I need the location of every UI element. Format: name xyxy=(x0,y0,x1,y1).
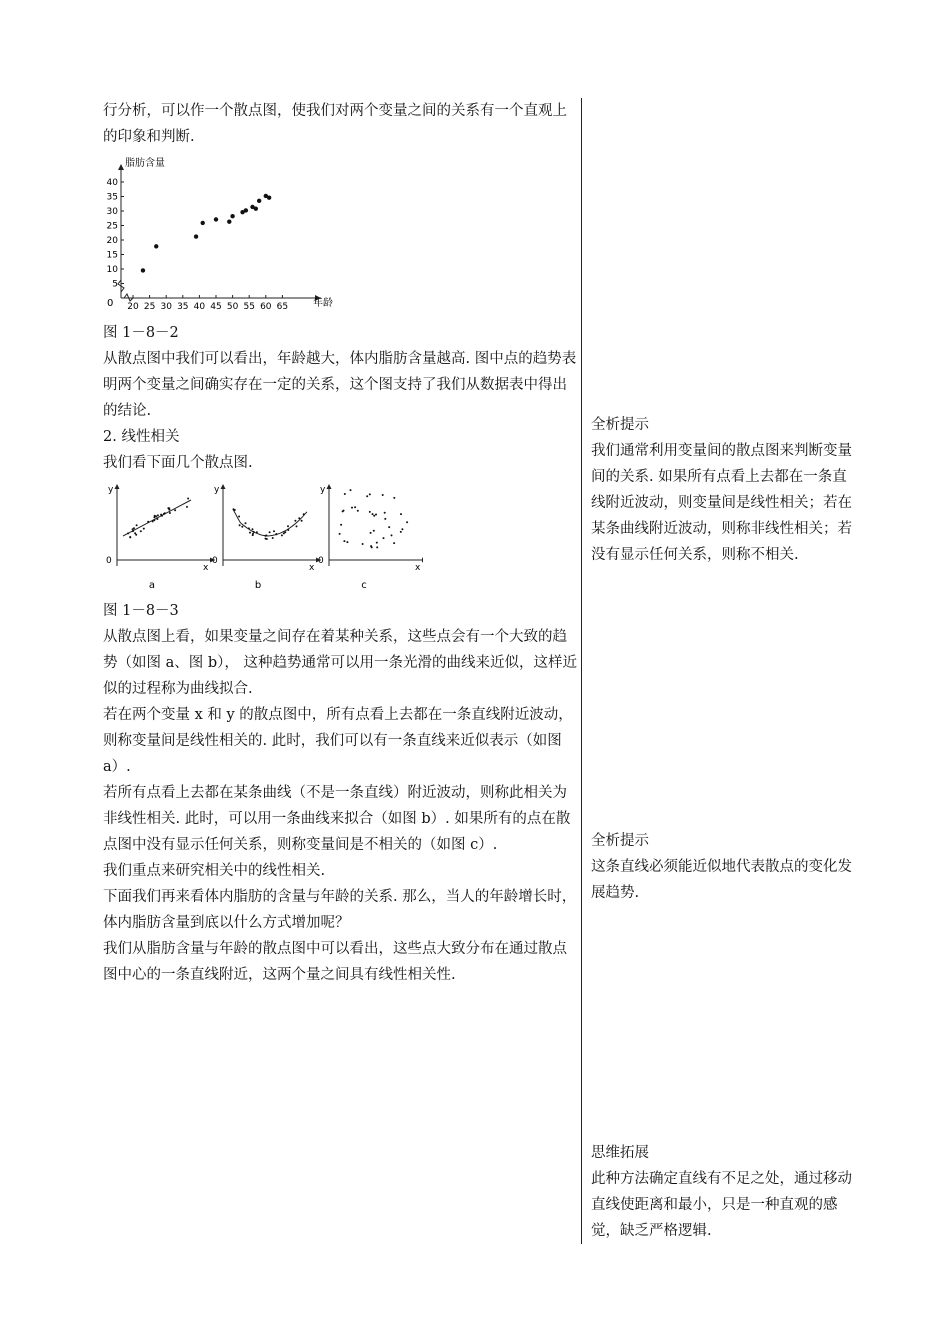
data-point xyxy=(154,515,156,517)
y-tick-label: 10 xyxy=(106,265,118,275)
paragraph-focus: 我们重点来研究相关中的线性相关. xyxy=(103,863,326,879)
panel-label: a xyxy=(148,580,156,591)
column-divider xyxy=(581,98,582,1244)
data-point xyxy=(296,525,298,527)
side-note-title: 全析提示 xyxy=(591,833,649,849)
x-tick-label: 50 xyxy=(226,302,239,312)
x-axis-label: 年龄 xyxy=(313,298,333,309)
data-point xyxy=(346,541,348,543)
paragraph-nonlinear-def: 若所有点看上去都在某条曲线（不是一条直线）附近波动，则称此相关为非线性相关. 此时，可以用一条曲线来拟合（如图 b）. 如果所有的点在散点图中没有显示任何关系，则称变量间是不相关的（如图 c）. xyxy=(103,785,571,853)
intro-paragraph: 行分析，可以作一个散点图，使我们对两个变量之间的关系有一个直观上的印象和判断. xyxy=(103,103,567,145)
data-point xyxy=(298,517,300,519)
data-point xyxy=(269,531,271,533)
data-point xyxy=(147,521,149,523)
data-point xyxy=(136,524,138,526)
data-point xyxy=(239,524,241,526)
y-axis-label: y xyxy=(320,485,326,495)
data-point xyxy=(267,195,271,199)
y-axis-arrow xyxy=(118,164,124,170)
data-point xyxy=(152,520,154,522)
paragraph-trend: 从散点图上看，如果变量之间存在着某种关系，这些点会有一个大致的趋势（如图 a、图 b）， 这种趋势通常可以用一条光滑的曲线来近似，这样近似的过程称为曲线拟合. xyxy=(103,629,578,697)
data-point xyxy=(252,528,254,530)
x-tick-label: 35 xyxy=(177,302,189,312)
side-note-title: 思维拓展 xyxy=(591,1145,649,1161)
panel-b-curve xyxy=(212,484,321,591)
y-tick-label: 15 xyxy=(106,250,118,261)
data-point xyxy=(406,521,408,523)
origin-label: 0 xyxy=(107,298,114,309)
data-point xyxy=(134,532,136,534)
data-point xyxy=(376,542,378,544)
data-point xyxy=(382,494,384,496)
paragraph-linear-def: 若在两个变量 x 和 y 的散点图中，所有点看上去都在一条直线附近波动，则称变量间是线性相关的. 此时，我们可以有一条直线来近似表示（如图 a）. xyxy=(103,707,573,775)
data-point xyxy=(371,546,373,548)
data-point xyxy=(276,533,278,535)
figure-caption-1-8-2: 图 1－8－2 xyxy=(103,325,179,341)
data-point xyxy=(254,206,258,210)
data-point xyxy=(373,530,375,532)
panel-a-linear xyxy=(106,484,215,591)
y-tick-label: 25 xyxy=(106,221,118,232)
data-point xyxy=(248,527,250,529)
three-scatter-panels xyxy=(103,480,423,592)
data-point xyxy=(214,217,218,221)
y-tick-label: 40 xyxy=(106,178,118,188)
chart-axes xyxy=(118,164,321,301)
x-tick-label: 30 xyxy=(160,302,172,312)
fat-age-scatter-chart xyxy=(103,154,343,314)
data-point xyxy=(350,489,352,491)
data-point xyxy=(393,542,395,544)
x-axis-label: x xyxy=(203,563,209,573)
panel-label: b xyxy=(254,580,262,591)
data-point xyxy=(401,528,403,530)
data-point xyxy=(201,221,205,225)
paragraph-conclusion: 从散点图中我们可以看出，年龄越大，体内脂肪含量越高. 图中点的趋势表明两个变量之间确实存在一定的关系，这个图支持了我们从数据表中得出的结论. xyxy=(103,351,577,419)
data-point xyxy=(140,530,142,532)
data-point xyxy=(245,522,247,524)
y-tick-label: 20 xyxy=(106,236,118,246)
data-point xyxy=(186,506,188,508)
data-point xyxy=(256,531,258,533)
data-point xyxy=(164,512,166,514)
data-point xyxy=(372,513,374,515)
x-tick-label: 60 xyxy=(260,302,272,312)
y-tick-label: 30 xyxy=(106,207,118,217)
x-tick-label: 55 xyxy=(243,302,255,312)
data-point xyxy=(369,511,371,513)
x-axis-arrow xyxy=(422,558,423,563)
y-tick-label: 35 xyxy=(106,192,118,203)
data-point xyxy=(340,524,342,526)
data-point xyxy=(342,510,344,512)
data-point xyxy=(174,509,176,511)
data-point xyxy=(354,506,356,508)
data-point xyxy=(230,214,234,218)
data-point xyxy=(344,493,346,495)
paragraph-answer: 我们从脂肪含量与年龄的散点图中可以看出，这些点大致分布在通过散点图中心的一条直线附近，这两个量之间具有线性相关性. xyxy=(103,941,567,983)
data-point xyxy=(273,530,275,532)
data-point xyxy=(384,518,386,520)
panel-c-none xyxy=(318,484,423,591)
data-point xyxy=(252,534,254,536)
data-point xyxy=(287,529,289,531)
data-point xyxy=(160,514,162,516)
data-point xyxy=(339,533,341,535)
data-point xyxy=(376,546,378,548)
y-axis-label: y xyxy=(108,485,114,495)
data-point xyxy=(129,536,131,538)
x-tick-label: 45 xyxy=(210,302,222,312)
data-point xyxy=(234,509,236,511)
data-point xyxy=(400,513,402,515)
data-point xyxy=(227,220,231,224)
y-axis-arrow xyxy=(221,484,226,489)
data-point xyxy=(301,520,303,522)
x-tick-label: 65 xyxy=(276,302,289,312)
data-point xyxy=(266,538,268,540)
data-point xyxy=(351,507,353,509)
y-axis-arrow xyxy=(327,484,332,489)
data-point xyxy=(393,497,395,499)
main-column xyxy=(103,98,579,988)
data-point xyxy=(127,532,129,534)
data-point xyxy=(362,543,364,545)
data-point xyxy=(133,527,135,529)
data-point xyxy=(253,531,255,533)
data-point xyxy=(370,532,372,534)
side-note-1 xyxy=(591,412,853,568)
origin-label: 0 xyxy=(318,556,324,566)
side-note-text: 这条直线必须能近似地代表散点的变化发展趋势. xyxy=(591,859,852,901)
data-point xyxy=(168,509,170,511)
data-point xyxy=(265,535,267,537)
paragraph-look-scatter: 我们看下面几个散点图. xyxy=(103,455,253,471)
paragraph-question: 下面我们再来看体内脂肪的含量与年龄的关系. 那么，当人的年龄增长时，体内脂肪含量到底以什么方式增加呢？ xyxy=(103,889,577,931)
data-point xyxy=(257,199,261,203)
x-tick-label: 40 xyxy=(193,302,206,312)
data-point xyxy=(249,532,251,534)
data-point xyxy=(383,537,385,539)
data-point xyxy=(284,531,286,533)
side-note-text: 此种方法确定直线有不足之处，通过移动直线使距离和最小，只是一种直观的感觉，缺乏严格逻辑. xyxy=(591,1171,852,1239)
panel-label: c xyxy=(361,580,367,591)
section-heading-linear: 2. 线性相关 xyxy=(103,429,180,445)
y-axis-label: 脂肪含量 xyxy=(125,158,165,169)
data-point xyxy=(241,526,243,528)
data-point xyxy=(373,515,375,517)
data-point xyxy=(369,493,371,495)
data-point xyxy=(156,518,158,520)
data-point xyxy=(194,234,198,238)
side-note-2 xyxy=(591,828,853,906)
data-point xyxy=(388,526,390,528)
y-axis-arrow xyxy=(115,484,120,489)
data-point xyxy=(169,512,171,514)
data-point xyxy=(143,528,145,530)
y-axis-label: y xyxy=(214,485,220,495)
side-note-title: 全析提示 xyxy=(591,417,649,433)
data-point xyxy=(357,510,359,512)
data-point xyxy=(294,520,296,522)
data-point xyxy=(384,512,386,514)
data-point xyxy=(287,525,289,527)
data-point xyxy=(157,514,159,516)
data-point xyxy=(366,495,368,497)
data-points xyxy=(141,194,272,273)
x-tick-label: 20 xyxy=(127,302,139,312)
data-point xyxy=(244,208,248,212)
side-note-text: 我们通常利用变量间的散点图来判断变量间的关系. 如果所有点看上去都在一条直线附近波动，则变量间是线性相关；若在某条曲线附近波动，则称非线性相关；若没有显示任何关系，则称不相关. xyxy=(591,443,852,563)
x-axis-label: x xyxy=(309,563,315,573)
data-point xyxy=(391,534,393,536)
data-point xyxy=(154,244,158,248)
origin-label: 0 xyxy=(106,556,112,566)
data-point xyxy=(343,540,345,542)
data-point xyxy=(132,530,134,532)
figure-caption-1-8-3: 图 1－8－3 xyxy=(103,603,179,619)
x-axis-label: x xyxy=(415,563,421,573)
data-point xyxy=(238,516,240,518)
y-tick-label: 5 xyxy=(112,279,118,290)
data-point xyxy=(400,531,402,533)
origin-label: 0 xyxy=(212,556,218,566)
side-note-3 xyxy=(591,1140,853,1244)
data-point xyxy=(281,534,283,536)
data-point xyxy=(141,268,145,272)
data-point xyxy=(153,519,155,521)
data-point xyxy=(272,537,274,539)
data-point xyxy=(303,513,305,515)
data-point xyxy=(375,514,377,516)
x-tick-label: 25 xyxy=(143,302,156,312)
data-point xyxy=(187,498,189,500)
